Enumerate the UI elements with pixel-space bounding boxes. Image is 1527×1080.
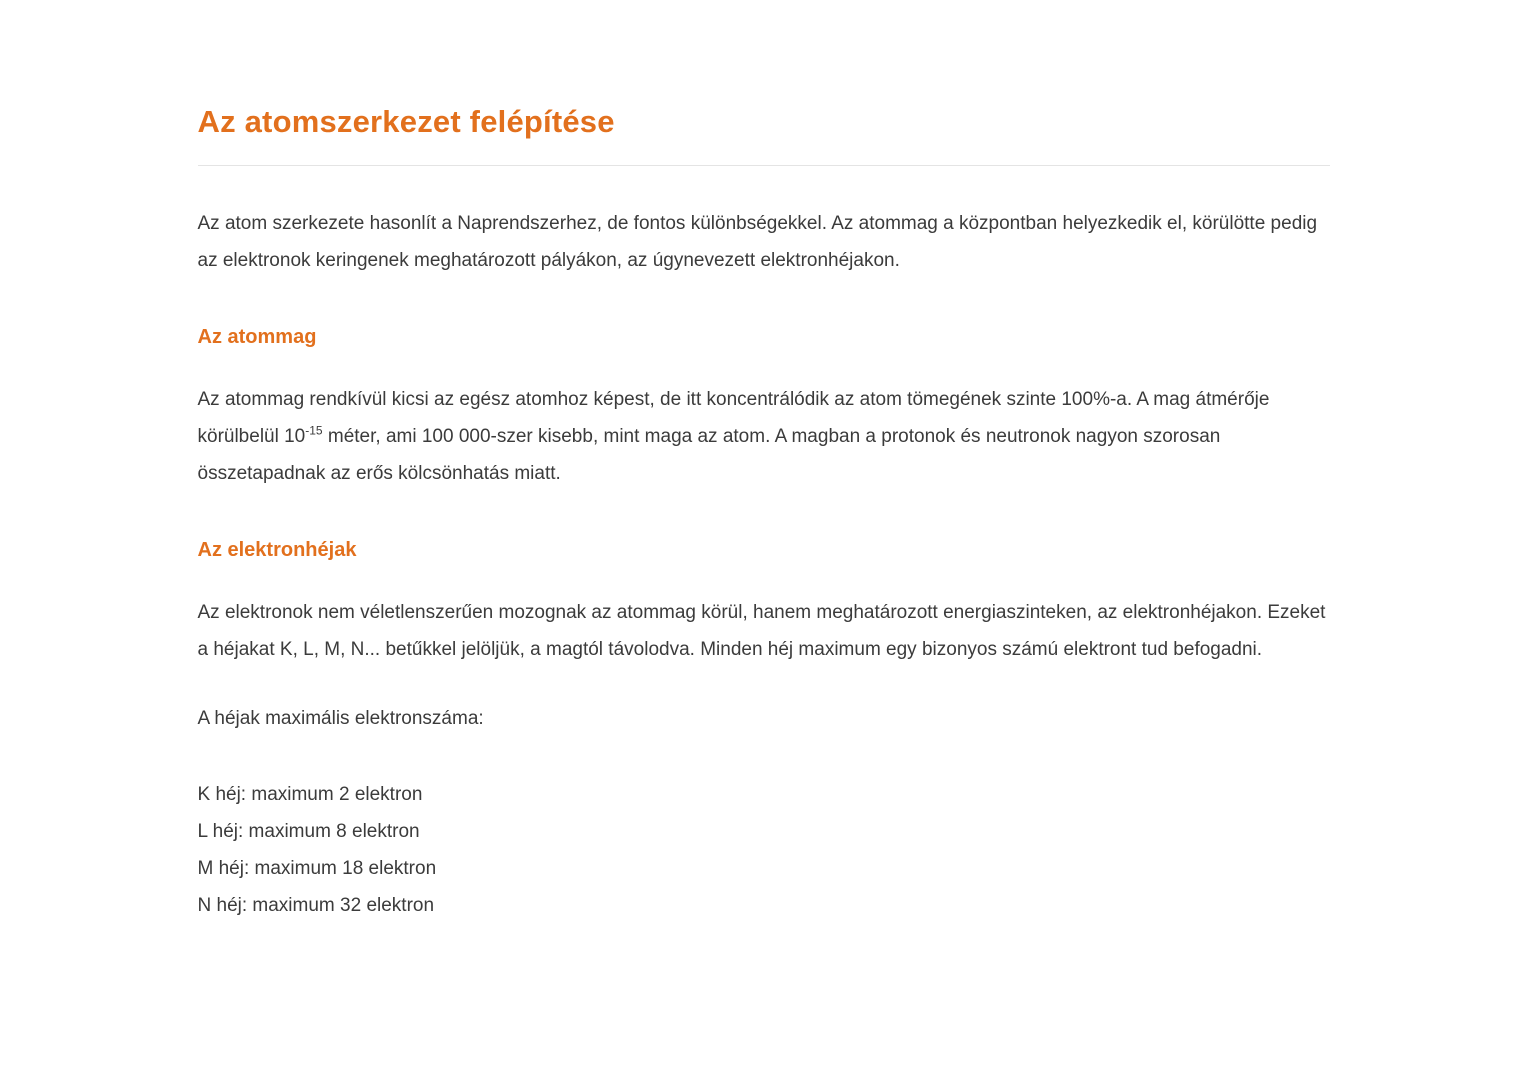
document-content [198,0,1330,924]
nucleus-paragraph [198,381,1330,492]
list-item-shell-k: K héj: maximum 2 elektron [197,784,423,805]
section-heading-nucleus: Az atommag [197,326,317,348]
shell-list-intro: A héjak maximális elektronszáma: [197,708,484,729]
list-item-shell-n: N héj: maximum 32 elektron [197,895,435,916]
nucleus-paragraph-before-sup: Az atommag rendkívül kicsi az egész atomhoz képest, de itt koncentrálódik az atom tömegének szinte 100%-a. A mag átmérője körülbelül 10 [197,389,1270,447]
intro-paragraph: Az atom szerkezete hasonlít a Naprendszerhez, de fontos különbségekkel. Az atommag a központban helyezkedik el, körülötte pedig az elektronok keringenek meghatározott pályákon, az úgynevezett elektronhéjakon. [197,213,1318,271]
title-divider [198,165,1330,166]
list-item-shell-m: M héj: maximum 18 elektron [197,858,437,879]
section-nucleus [198,326,1330,492]
section-heading-electron-shells: Az elektronhéjak [197,539,357,561]
section-electron-shells [198,539,1330,924]
electron-shells-paragraph: Az elektronok nem véletlenszerűen mozognak az atommag körül, hanem meghatározott energiaszinteken, az elektronhéjakon. Ezeket a héjakat K, L, M, N... betűkkel jelöljük, a magtól távolodva. Minden héj maximum egy bizonyos számú elektront tud befogadni. [197,602,1326,660]
page-title: Az atomszerkezet felépítése [197,104,615,139]
exponent-superscript: -15 [305,423,323,438]
list-item-shell-l: L héj: maximum 8 elektron [197,821,420,842]
nucleus-paragraph-after-sup: méter, ami 100 000-szer kisebb, mint maga az atom. A magban a protonok és neutronok nagyon szorosan összetapadnak az erős kölcsönhatás miatt. [197,426,1221,484]
shell-list [198,776,1330,924]
